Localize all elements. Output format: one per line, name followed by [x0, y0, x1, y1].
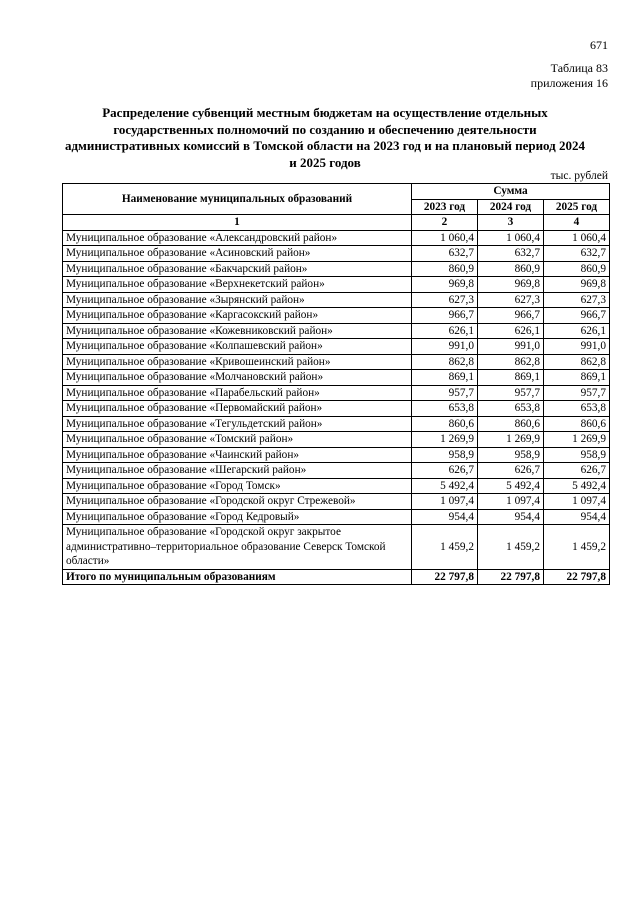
value-2023: 954,4	[412, 509, 478, 525]
value-2025: 860,6	[544, 416, 610, 432]
value-2024: 860,9	[478, 261, 544, 277]
value-2025: 627,3	[544, 292, 610, 308]
index-cell: 3	[478, 215, 544, 231]
table-ref-line1: Таблица 83	[550, 61, 608, 75]
value-2023: 653,8	[412, 401, 478, 417]
value-2025: 991,0	[544, 339, 610, 355]
municipality-name: Муниципальное образование «Город Томск»	[63, 478, 412, 494]
total-2023: 22 797,8	[412, 569, 478, 585]
index-cell: 1	[63, 215, 412, 231]
total-2024: 22 797,8	[478, 569, 544, 585]
index-cell: 2	[412, 215, 478, 231]
value-2025: 632,7	[544, 246, 610, 262]
value-2024: 626,7	[478, 463, 544, 479]
value-2024: 869,1	[478, 370, 544, 386]
value-2023: 5 492,4	[412, 478, 478, 494]
value-2023: 626,1	[412, 323, 478, 339]
total-row	[63, 569, 610, 585]
value-2025: 862,8	[544, 354, 610, 370]
value-2024: 1 060,4	[478, 230, 544, 246]
table-reference	[531, 61, 608, 91]
value-2025: 869,1	[544, 370, 610, 386]
value-2023: 860,9	[412, 261, 478, 277]
value-2024: 860,6	[478, 416, 544, 432]
value-2025: 626,7	[544, 463, 610, 479]
municipality-name: Муниципальное образование «Город Кедровый»	[63, 509, 412, 525]
value-2024: 966,7	[478, 308, 544, 324]
value-2023: 969,8	[412, 277, 478, 293]
table-row	[63, 432, 610, 448]
value-2025: 1 269,9	[544, 432, 610, 448]
table-body	[63, 230, 610, 569]
value-2023: 1 060,4	[412, 230, 478, 246]
page-number: 671	[590, 38, 608, 52]
value-2025: 1 097,4	[544, 494, 610, 510]
table-ref-line2: приложения 16	[530, 76, 608, 90]
total-2025: 22 797,8	[544, 569, 610, 585]
value-2024: 653,8	[478, 401, 544, 417]
value-2025: 966,7	[544, 308, 610, 324]
municipality-name: Муниципальное образование «Чаинский район»	[63, 447, 412, 463]
value-2024: 1 097,4	[478, 494, 544, 510]
header-year-2025: 2025 год	[544, 199, 610, 215]
units-label: тыс. рублей	[550, 170, 608, 182]
table-row	[63, 339, 610, 355]
header-name: Наименование муниципальных образований	[63, 184, 412, 215]
header-year-2023: 2023 год	[412, 199, 478, 215]
municipality-name: Муниципальное образование «Парабельский район»	[63, 385, 412, 401]
municipality-name: Муниципальное образование «Зырянский район»	[63, 292, 412, 308]
value-2025: 653,8	[544, 401, 610, 417]
value-2024: 958,9	[478, 447, 544, 463]
value-2024: 1 269,9	[478, 432, 544, 448]
value-2024: 1 459,2	[478, 525, 544, 570]
table-row	[63, 246, 610, 262]
table-row	[63, 354, 610, 370]
municipality-name: Муниципальное образование «Городской округ Стрежевой»	[63, 494, 412, 510]
municipality-name: Муниципальное образование «Александровский район»	[63, 230, 412, 246]
value-2023: 869,1	[412, 370, 478, 386]
value-2024: 969,8	[478, 277, 544, 293]
value-2024: 626,1	[478, 323, 544, 339]
table-row	[63, 370, 610, 386]
table-row	[63, 447, 610, 463]
table-row	[63, 308, 610, 324]
table-row	[63, 292, 610, 308]
municipality-name: Муниципальное образование «Каргасокский район»	[63, 308, 412, 324]
header-sum: Сумма	[412, 184, 610, 200]
value-2024: 991,0	[478, 339, 544, 355]
table-row	[63, 401, 610, 417]
value-2024: 632,7	[478, 246, 544, 262]
value-2025: 1 459,2	[544, 525, 610, 570]
value-2024: 627,3	[478, 292, 544, 308]
subsidy-table	[62, 183, 610, 585]
value-2023: 991,0	[412, 339, 478, 355]
value-2025: 954,4	[544, 509, 610, 525]
value-2025: 1 060,4	[544, 230, 610, 246]
value-2025: 969,8	[544, 277, 610, 293]
municipality-name: Муниципальное образование «Кожевниковский район»	[63, 323, 412, 339]
value-2023: 862,8	[412, 354, 478, 370]
municipality-name: Муниципальное образование «Кривошеинский район»	[63, 354, 412, 370]
municipality-name: Муниципальное образование «Колпашевский район»	[63, 339, 412, 355]
value-2024: 862,8	[478, 354, 544, 370]
table-row	[63, 385, 610, 401]
value-2025: 860,9	[544, 261, 610, 277]
value-2025: 5 492,4	[544, 478, 610, 494]
document-title: Распределение субвенций местным бюджетам на осуществление отдельных государственных полномочий по созданию и обеспечению деятельности административных комиссий в Томской области на 2023 год и на плановый период 2024 и 2025 годов	[64, 105, 586, 170]
value-2023: 1 097,4	[412, 494, 478, 510]
value-2023: 626,7	[412, 463, 478, 479]
value-2023: 957,7	[412, 385, 478, 401]
value-2024: 954,4	[478, 509, 544, 525]
municipality-name: Муниципальное образование «Молчановский район»	[63, 370, 412, 386]
table-row	[63, 230, 610, 246]
table-row	[63, 261, 610, 277]
value-2023: 627,3	[412, 292, 478, 308]
table-row	[63, 277, 610, 293]
municipality-name: Муниципальное образование «Асиновский район»	[63, 246, 412, 262]
municipality-name: Муниципальное образование «Шегарский район»	[63, 463, 412, 479]
municipality-name: Муниципальное образование «Городской округ закрытое административно–территориальное образование Северск Томской области»	[63, 525, 412, 570]
table-row	[63, 509, 610, 525]
value-2024: 957,7	[478, 385, 544, 401]
value-2024: 5 492,4	[478, 478, 544, 494]
municipality-name: Муниципальное образование «Первомайский район»	[63, 401, 412, 417]
municipality-name: Муниципальное образование «Томский район»	[63, 432, 412, 448]
value-2023: 958,9	[412, 447, 478, 463]
header-year-2024: 2024 год	[478, 199, 544, 215]
value-2023: 1 269,9	[412, 432, 478, 448]
table-row	[63, 478, 610, 494]
table-row	[63, 525, 610, 570]
value-2025: 957,7	[544, 385, 610, 401]
table-row	[63, 323, 610, 339]
value-2023: 966,7	[412, 308, 478, 324]
total-label: Итого по муниципальным образованиям	[63, 569, 412, 585]
index-cell: 4	[544, 215, 610, 231]
value-2025: 958,9	[544, 447, 610, 463]
value-2023: 632,7	[412, 246, 478, 262]
municipality-name: Муниципальное образование «Верхнекетский район»	[63, 277, 412, 293]
table-row	[63, 494, 610, 510]
value-2023: 860,6	[412, 416, 478, 432]
municipality-name: Муниципальное образование «Тегульдетский район»	[63, 416, 412, 432]
municipality-name: Муниципальное образование «Бакчарский район»	[63, 261, 412, 277]
table-row	[63, 416, 610, 432]
value-2025: 626,1	[544, 323, 610, 339]
table-row	[63, 463, 610, 479]
value-2023: 1 459,2	[412, 525, 478, 570]
